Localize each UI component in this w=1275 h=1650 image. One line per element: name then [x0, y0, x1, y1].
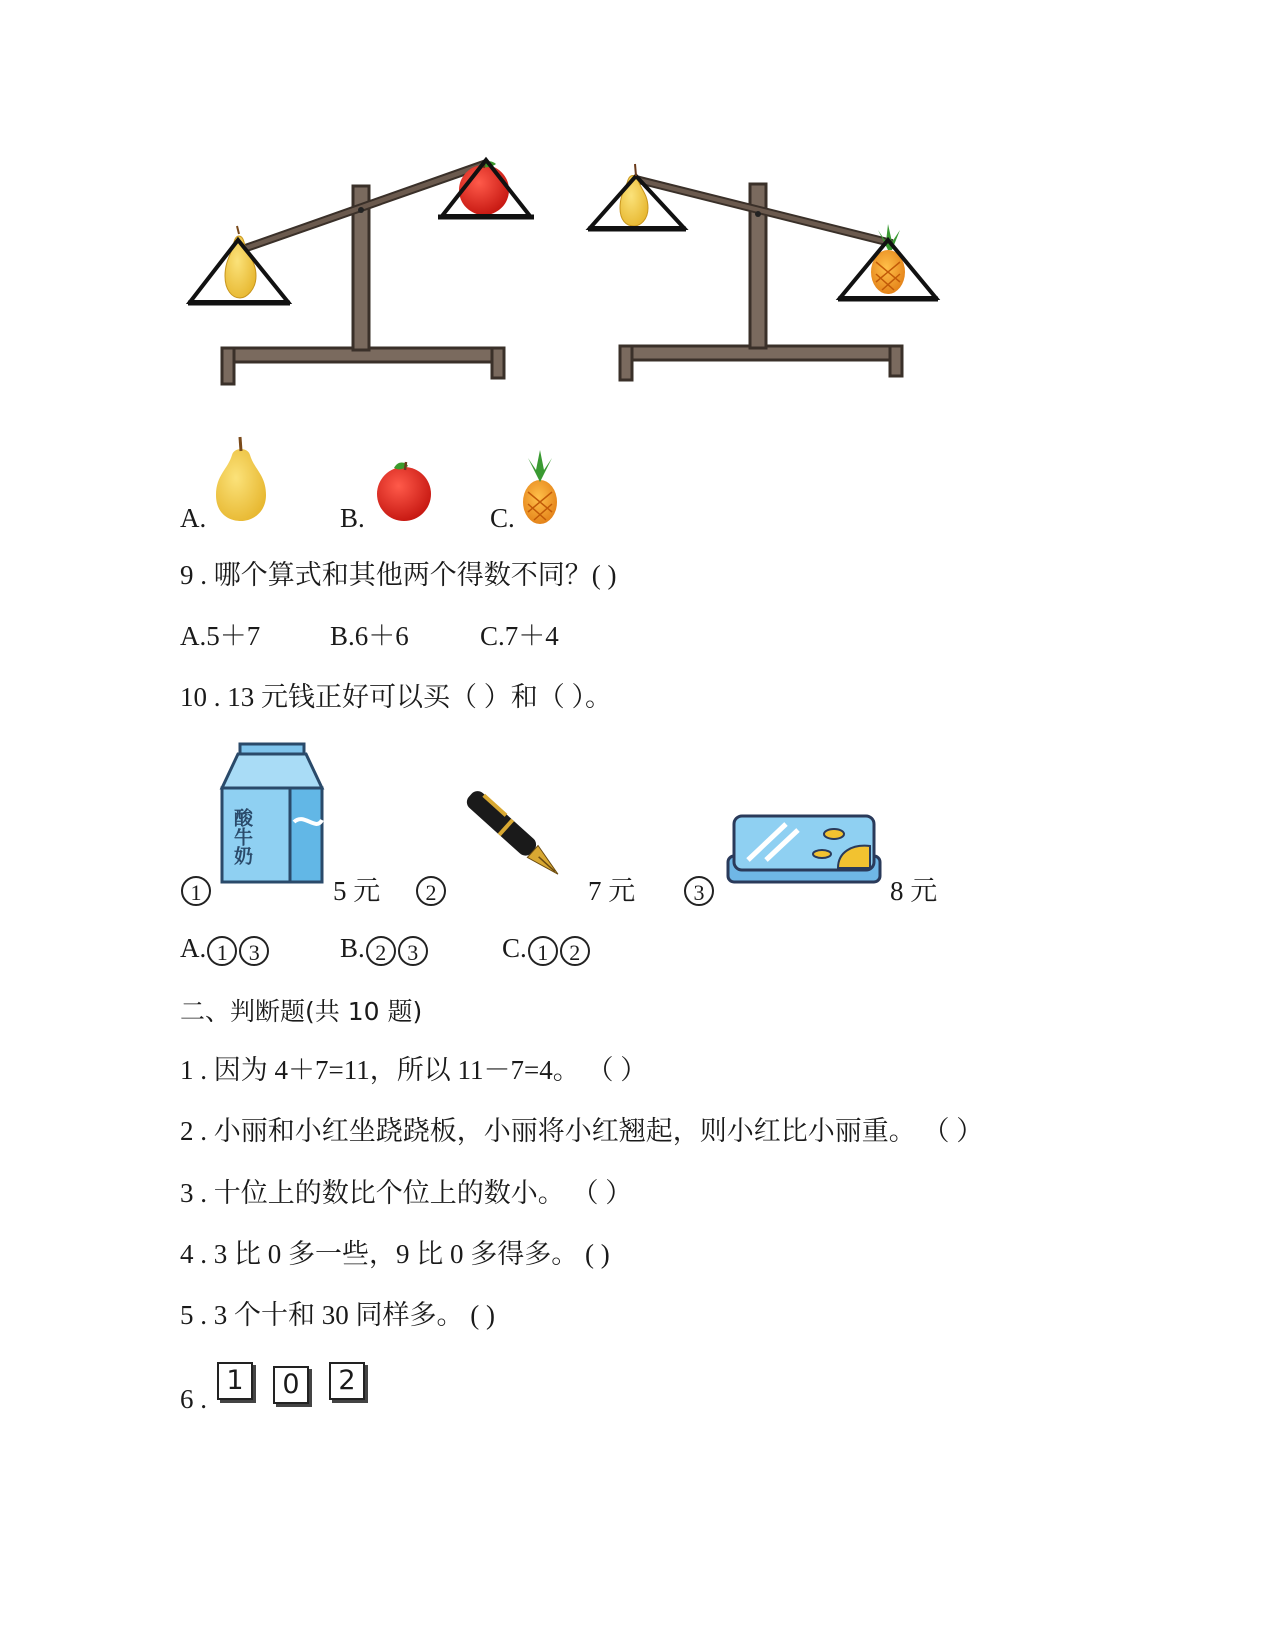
item-3-price: 8 元 [890, 876, 938, 906]
pineapple-icon [516, 450, 564, 526]
yogurt-carton-label: 酸牛奶 [231, 808, 253, 865]
judge-item-3: 3 . 十位上的数比个位上的数小。 （ ） [180, 1178, 633, 1208]
pineapple-on-scale-right [871, 224, 905, 294]
question-10: 10 . 13 元钱正好可以买（ ）和（ ）。 [180, 682, 612, 712]
judge-item-4: 4 . 3 比 0 多一些，9 比 0 多得多。 ( ) [180, 1239, 610, 1269]
q9-option-a: A.5＋7 [180, 621, 261, 651]
scale-left [188, 160, 534, 384]
judge-item-2: 2 . 小丽和小红坐跷跷板，小丽将小红翘起，则小红比小丽重。 （ ） [180, 1116, 984, 1146]
digit-card-1: 1 [217, 1362, 253, 1400]
option-b-label: B. [340, 503, 365, 533]
question-9: 9 . 哪个算式和其他两个得数不同？( ) [180, 560, 617, 590]
scale-right [588, 164, 938, 380]
option-c-label: C. [490, 503, 515, 533]
judge-item-6-prefix: 6 . [180, 1384, 207, 1414]
digit-card-3: 2 [329, 1362, 365, 1400]
section-2-title: 二、判断题(共 10 题) [180, 997, 423, 1026]
judge-item-5: 5 . 3 个十和 30 同样多。 ( ) [180, 1300, 495, 1330]
judge-item-1: 1 . 因为 4＋7=11，所以 11－7=4。 （ ） [180, 1055, 648, 1085]
apple-icon [372, 458, 436, 524]
digit-card-2: 0 [273, 1366, 309, 1404]
item-1-number: 1 [181, 876, 211, 906]
fountain-pen-icon [462, 780, 572, 892]
q9-option-c: C.7＋4 [480, 621, 559, 651]
q10-option-a: A. 1 3 [180, 935, 270, 966]
balance-scales-figure [180, 150, 960, 395]
item-2-number: 2 [416, 876, 446, 906]
q10-option-c: C. 1 2 [502, 935, 591, 966]
pear-on-scale-left [225, 226, 256, 298]
pear-icon [210, 435, 272, 525]
yogurt-carton-icon [218, 742, 326, 888]
q10-option-b: B. 2 3 [340, 935, 429, 966]
item-1-price: 5 元 [333, 876, 381, 906]
pencil-box-icon [726, 812, 882, 888]
item-3-number: 3 [684, 876, 714, 906]
q9-option-b: B.6＋6 [330, 621, 409, 651]
item-2-price: 7 元 [588, 876, 636, 906]
option-a-label: A. [180, 503, 207, 533]
